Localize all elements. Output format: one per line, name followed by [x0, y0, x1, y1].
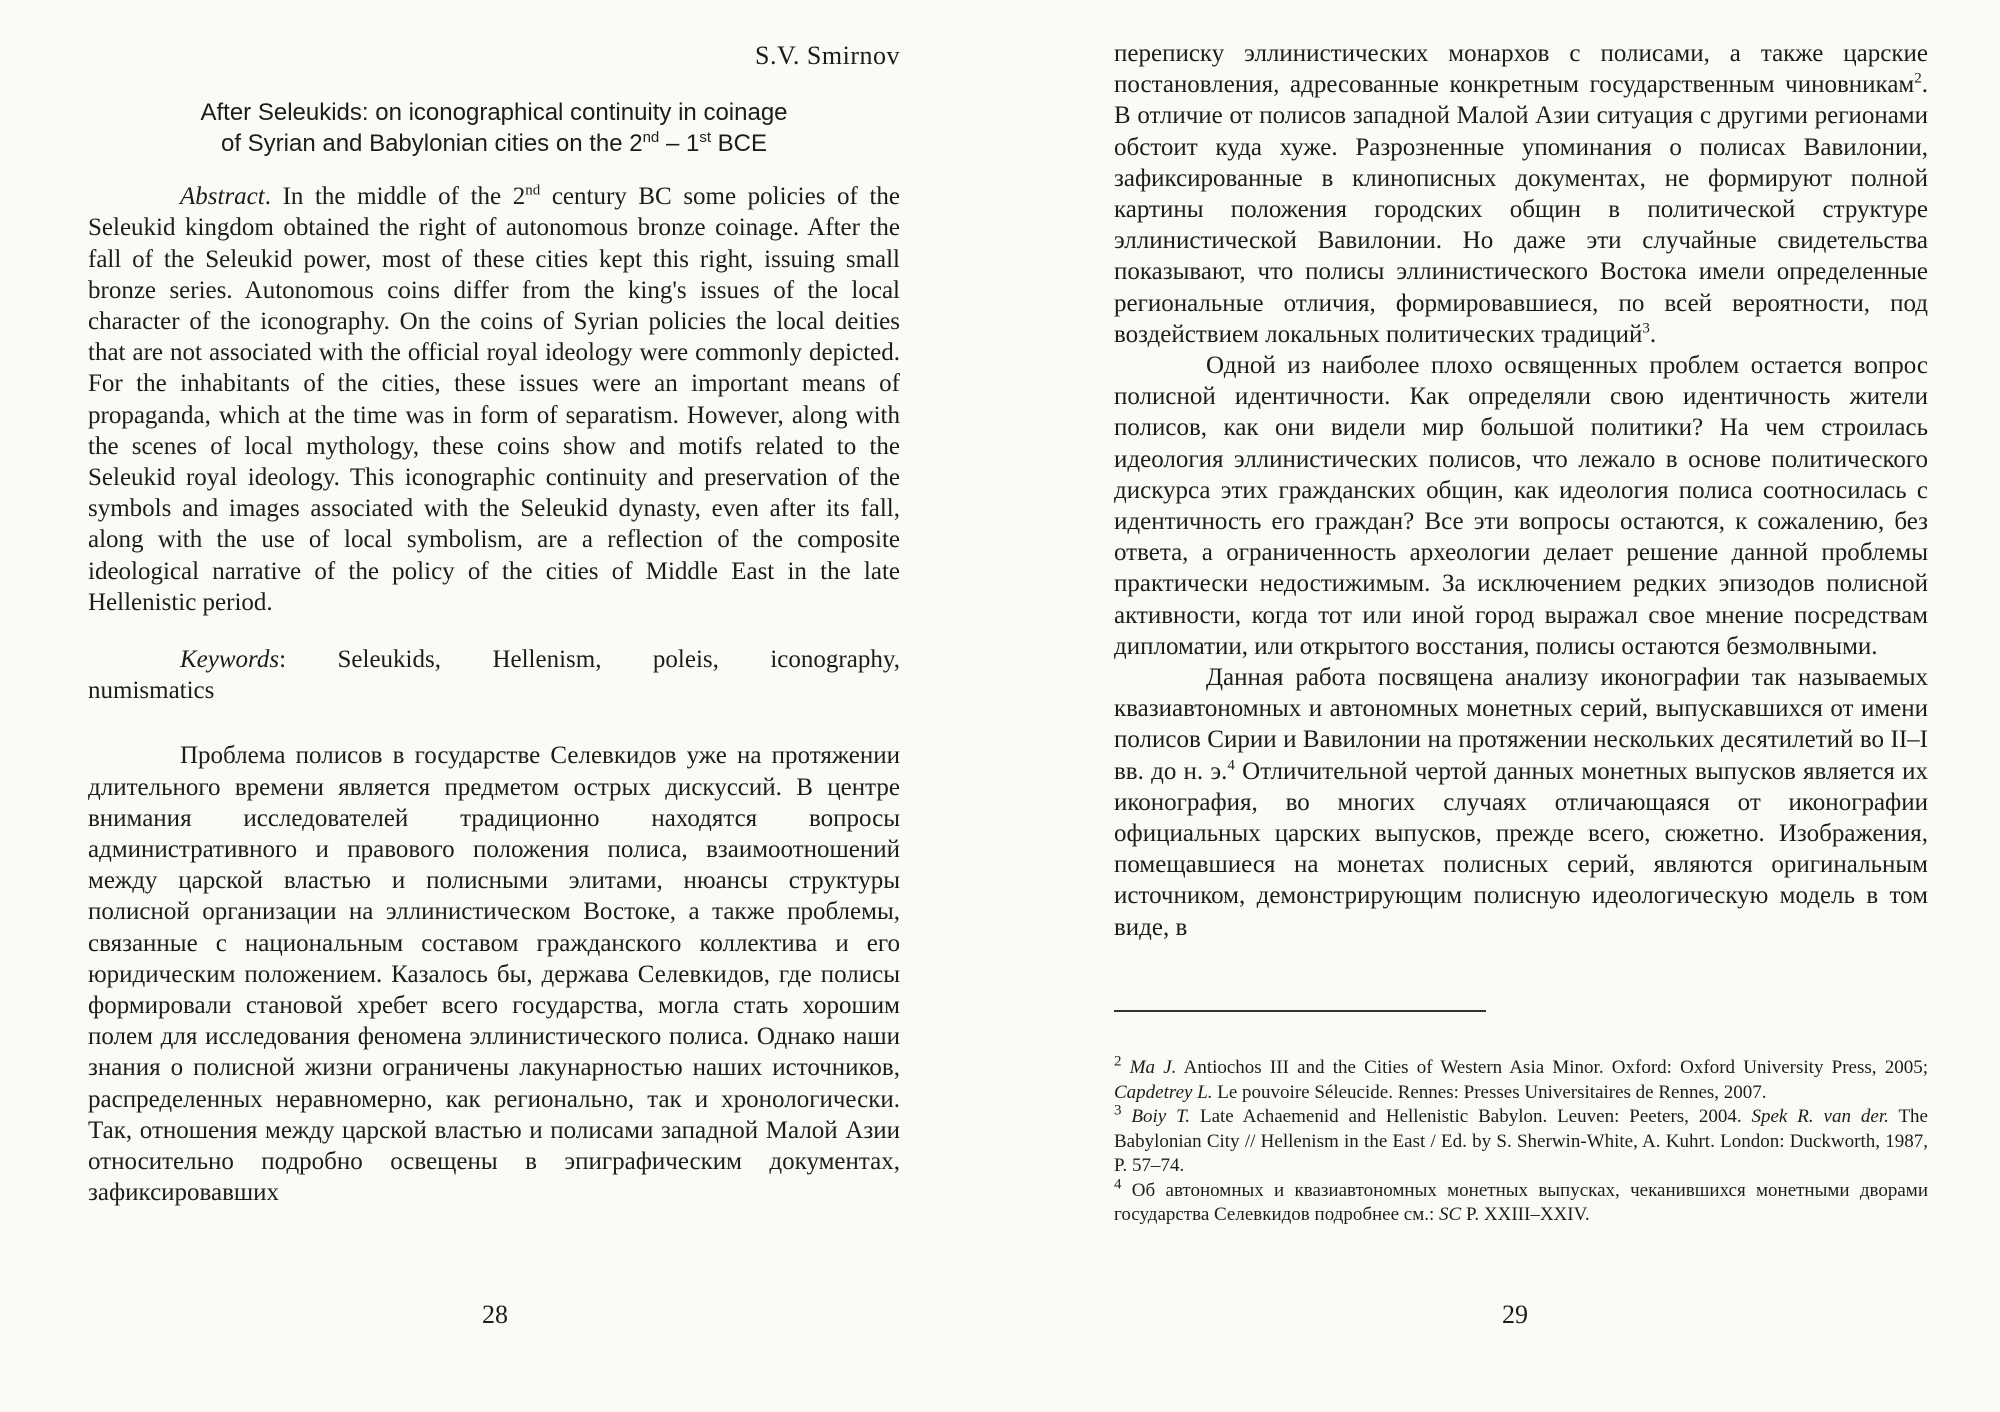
- footnote-4-number: 4: [1114, 1176, 1122, 1193]
- footnote-2-text-b: Le pouvoire Séleucide. Rennes: Presses Universitaires de Rennes, 2007.: [1212, 1081, 1767, 1103]
- right-paragraph-3: [1114, 662, 1928, 943]
- keywords: [88, 644, 900, 706]
- keyword-item: poleis,: [652, 646, 719, 674]
- footnote-2-author-a: Ma J.: [1129, 1057, 1177, 1078]
- author-name: S.V. Smirnov: [755, 41, 900, 70]
- abstract-text: century BC some policies of the Seleukid kingdom obtained the right of autonomous bronze coinage. After the fall of the Seleukid power, most of these cities kept this right, issuing small bronze series. Autonomous coins differ from the king's issues of the local character of the iconography. On the coins of Syrian policies the local deities that are not associated with the official royal ideology were commonly depicted. For the inhabitants of the cities, these issues were an important means of propaganda, which at the time was in form of separatism. However, along with the scenes of local mythology, these coins show and motifs related to the Seleukid royal ideology. This iconographic continuity and preservation of the symbols and images associated with the Seleukid dynasty, even after its fall, along with the use of local symbolism, are a reflection of the composite ideological narrative of the policy of the cities of Middle East in the late Hellenistic period.: [88, 183, 900, 616]
- keyword-item: Hellenism,: [492, 646, 602, 674]
- para1-a: переписку эллинистических монархов с полисами, а также царские постановления, адресованные конкретным государственным чиновникам: [1114, 40, 1928, 99]
- footnote-2-number: 2: [1114, 1053, 1122, 1070]
- keywords-label: Keywords: [180, 646, 280, 674]
- abstract-pre: . In the middle of the 2: [264, 183, 526, 211]
- para1-b: . В отличие от полисов западной Малой Азии ситуация с другими регионами обстоит куда хуже. Разрозненные упоминания о полисах Вавилонии, зафиксированные в клинописных документах, не формируют полной картины положения городских общин в политической структуре эллинистической Вавилонии. Но даже эти случайные свидетельства показывают, что полисы эллинистического Востока имели определенные региональные отличия, формировавшиеся, по всей вероятности, под воздействием локальных политических традиций: [1114, 71, 1928, 348]
- abstract-sup: nd: [525, 182, 541, 199]
- keywords-row: [88, 644, 900, 675]
- footnote-4: [1114, 1176, 1928, 1228]
- page-number-left: 28: [482, 1300, 508, 1329]
- footnote-3-author-a: Boiy T.: [1131, 1106, 1191, 1127]
- footnote-3-text-b: The Babylonian City // Hellenism in the East / Ed. by S. Sherwin-White, A. Kuhrt. London: Duckworth, 1987, P. 57–74.: [1114, 1106, 1928, 1176]
- abstract: [88, 181, 900, 618]
- title-line-2-post: BCE: [710, 130, 767, 158]
- keywords-heading: [88, 644, 286, 675]
- keyword-item-last: numismatics: [88, 677, 215, 705]
- page-number-right: 29: [1502, 1300, 1528, 1329]
- abstract-paragraph: [88, 181, 900, 618]
- right-paragraph-2: Одной из наиболее плохо освященных проблем остается вопрос полисной идентичности. Как определяли свою идентичность жители полисов, как они видели мир большой политики? На чем строилась идеология эллинистических полисов, что лежало в основе политического дискурса этих гражданских общин, как идеология полиса соотносилась с идентичность его граждан? Все эти вопросы остаются, к сожалению, без ответа, а ограниченность археологии делает решение данной проблемы практически недостижимым. За исключением редких эпизодов полисной активности, когда тот или иной город выражал свое мнение посредствам дипломатии, или открытого восстания, полисы остаются безмолвными.: [1114, 352, 1928, 660]
- keyword-item: Seleukids,: [337, 646, 441, 674]
- title-line-2-pre: of Syrian and Babylonian cities on the 2: [220, 130, 643, 158]
- para1-c: .: [1649, 320, 1657, 348]
- footnote-4-text: Об автономных и квазиавтономных монетных выпусках, чеканившихся монетными дворами государства Селевкидов подробнее см.:: [1114, 1179, 1928, 1225]
- footnote-2: [1114, 1053, 1928, 1105]
- footnote-ref-2: 2: [1914, 70, 1922, 87]
- footnote-3-text-a: Late Achaemenid and Hellenistic Babylon. Leuven: Peeters, 2004.: [1190, 1106, 1752, 1127]
- footnotes: [1114, 1053, 1928, 1228]
- footnote-2-text-a: Antiochos III and the Cities of Western Asia Minor. Oxford: Oxford University Press, 2005;: [1176, 1057, 1928, 1078]
- article-title: [88, 97, 900, 159]
- footnote-4-end: P. XXIII–XXIV.: [1461, 1204, 1590, 1225]
- keyword-item: iconography,: [770, 646, 900, 674]
- footnote-3-number: 3: [1114, 1102, 1122, 1119]
- title-sup-nd: nd: [642, 129, 660, 147]
- para3-a: Данная работа посвящена анализу иконографии так называемых квазиавтономных и автономных монетных серий, выпускавшихся от имени полисов Сирии и Вавилонии на протяжении нескольких десятилетий во II–I вв. до н. э.: [1114, 664, 1928, 785]
- footnote-ref-4: 4: [1227, 757, 1235, 774]
- right-paragraph-1: [1114, 38, 1928, 350]
- left-body-paragraph: Проблема полисов в государстве Селевкидов уже на протяжении длительного времени является предметом острых дискуссий. В центре внимания исследователей традиционно находятся вопросы административного и правового положения полиса, взаимоотношений между царской властью и полисными элитами, нюансы структуры полисной организации на эллинистическом Востоке, а также проблемы, связанные с национальным составом гражданского коллектива и его юридическим положением. Казалось бы, держава Селевкидов, где полисы формировали становой хребет всего государства, могла стать хорошим полем для исследования феномена эллинистического полиса. Однако наши знания о полисной жизни ограничены лакунарностью наших источников, распределенных неравномерно, как регионально, так и хронологически. Так, отношения между царской властью и полисами западной Малой Азии относительно подробно освещены в эпиграфическим документах, зафиксировавших: [88, 742, 900, 1207]
- footnote-4-abbr: SC: [1439, 1204, 1462, 1225]
- footnote-divider: [1114, 1010, 1486, 1012]
- footnote-3: [1114, 1102, 1928, 1179]
- footnote-3-author-b: Spek R. van der.: [1751, 1106, 1889, 1127]
- para3-b: Отличительной чертой данных монетных выпусков является их иконография, во многих случаях отличающаяся от иконографии официальных царских выпусков, прежде всего, сюжетно. Изображения, помещавшиеся на монетах полисных серий, являются оригинальным источником, демонстрирующим полисную идеологическую модель в том виде, в: [1114, 757, 1928, 941]
- abstract-label: Abstract: [180, 183, 265, 211]
- title-line-2-mid: – 1: [659, 130, 700, 158]
- keywords-colon: :: [279, 646, 287, 674]
- title-line-2: [88, 128, 900, 159]
- footnote-ref-3: 3: [1642, 320, 1650, 337]
- title-sup-st: st: [699, 129, 711, 147]
- left-page-column: [88, 40, 900, 1209]
- title-line-1: After Seleukids: on iconographical continuity in coinage: [200, 99, 788, 127]
- footnote-2-author-b: Capdetrey L.: [1114, 1081, 1213, 1103]
- right-page-column: [1114, 38, 1928, 943]
